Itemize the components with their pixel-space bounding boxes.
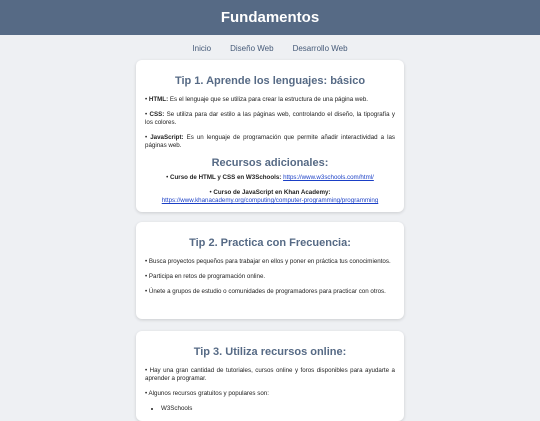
tip3-item: • Hay una gran cantidad de tutoriales, cursos online y foros disponibles para ayudarte a aprender a programar. <box>145 367 395 383</box>
resources-title: Recursos adicionales: <box>211 157 329 170</box>
nav-desarrollo-web[interactable]: Desarrollo Web <box>292 44 348 53</box>
site-header <box>0 0 540 35</box>
tip2-item: • Busca proyectos pequeños para trabajar en ellos y poner en práctica tus conocimientos. <box>145 258 391 265</box>
tip3-item: • Algunos recursos gratuitos y populares son: <box>145 390 269 398</box>
resource-khan <box>145 189 395 205</box>
tip1-item-html <box>145 96 395 104</box>
term-text: Se utiliza para dar estilo a las páginas web, controlando el diseño, la tipografía y los colores. <box>145 111 395 127</box>
resource-w3schools <box>145 174 395 182</box>
term-label: CSS: <box>149 111 165 119</box>
tip3-title: Tip 3. Utiliza recursos online: <box>193 346 347 358</box>
resource-item: • W3Schools <box>161 405 395 412</box>
tip2-card <box>136 222 404 319</box>
resource-list <box>161 405 395 412</box>
tip2-title: Tip 2. Practica con Frecuencia: <box>189 237 351 249</box>
tip1-item-js <box>145 134 395 150</box>
tip1-title: Tip 1. Aprende los lenguajes: básico <box>174 75 366 87</box>
site-title: Fundamentos <box>220 9 320 26</box>
resource-label: Curso de JavaScript en Khan Academy: <box>213 189 331 197</box>
tip1-card <box>136 60 404 212</box>
term-label: HTML: <box>148 96 169 103</box>
bullet: • <box>209 189 214 197</box>
tip1-item-css <box>145 111 395 127</box>
term-label: JavaScript: <box>150 134 184 142</box>
tip2-item: • Únete a grupos de estudio o comunidades de programadores para practicar con otros. <box>145 288 386 296</box>
nav-inicio[interactable]: Inicio <box>192 44 212 53</box>
bullet: • <box>145 134 151 142</box>
bullet: • <box>145 111 150 119</box>
main-nav <box>0 37 540 60</box>
bullet: • <box>166 174 171 182</box>
term-text: Es el lenguaje que se utiliza para crear la estructura de una página web. <box>168 96 368 103</box>
resource-label: Curso de HTML y CSS en W3Schools: <box>170 174 282 182</box>
w3schools-link[interactable]: https://www.w3schools.com/html/ <box>283 174 374 182</box>
khan-academy-link[interactable]: https://www.khanacademy.org/computing/computer-programming/programming <box>161 197 379 205</box>
term-text: Es un lenguaje de programación que permite añadir interactividad a las páginas web. <box>145 134 396 150</box>
bullet: • <box>145 96 149 103</box>
tip2-item: • Participa en retos de programación online. <box>145 273 266 281</box>
tip3-card <box>136 331 404 421</box>
nav-diseno-web[interactable]: Diseño Web <box>230 44 274 53</box>
